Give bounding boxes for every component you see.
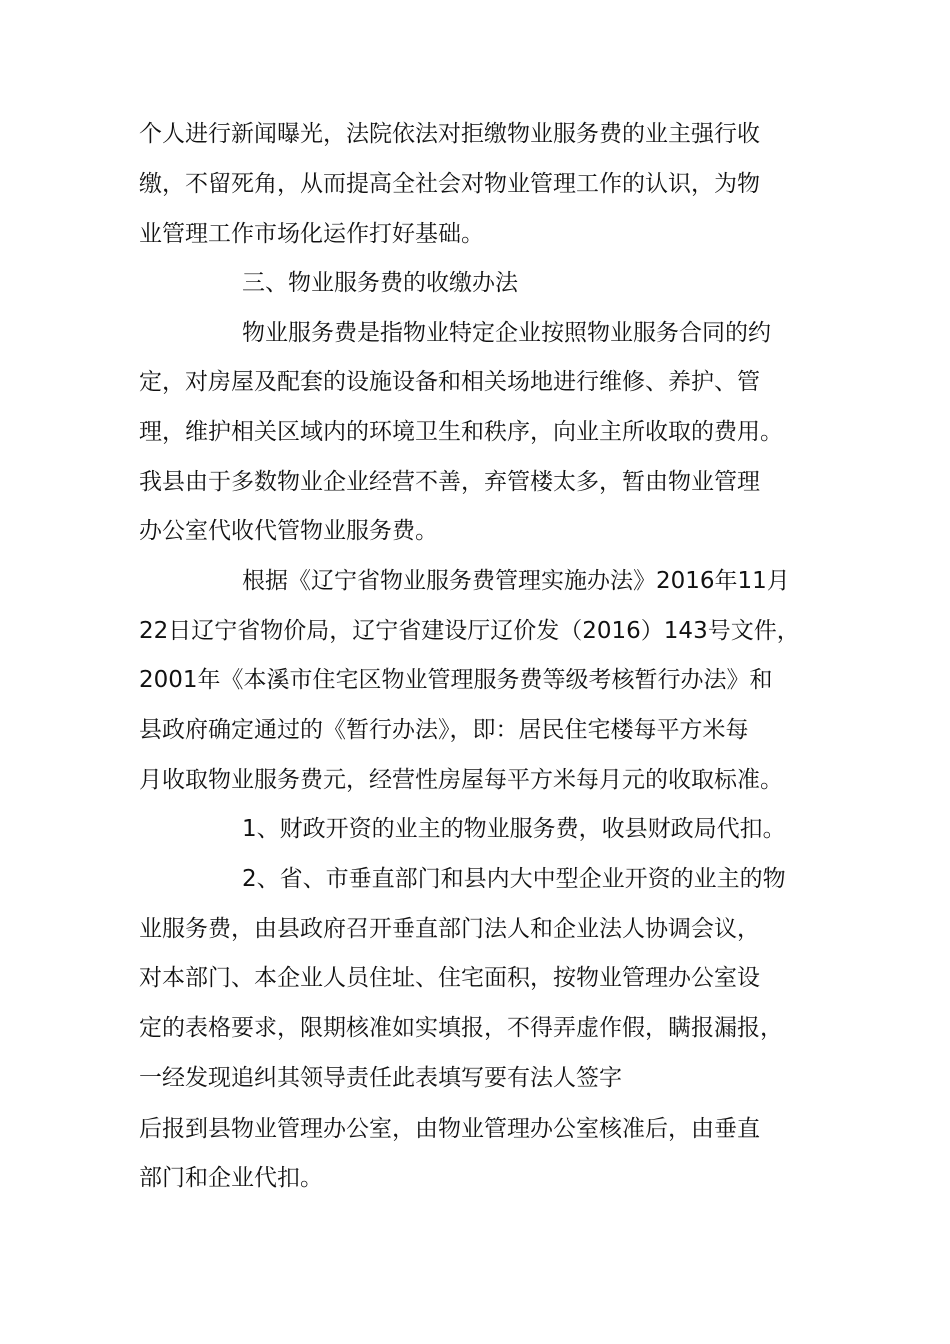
text-line: 理，维护相关区域内的环境卫生和秩序，向业主所收取的费用。 <box>139 419 783 445</box>
text-line: 2、省、市垂直部门和县内大中型企业开资的业主的物 <box>242 866 786 892</box>
text-line: 2001年《本溪市住宅区物业管理服务费等级考核暂行办法》和 <box>139 667 773 693</box>
text-line: 1、财政开资的业主的物业服务费，收县财政局代扣。 <box>242 816 786 842</box>
text-line: 一经发现追纠其领导责任此表填写要有法人签字 <box>139 1065 622 1091</box>
text-line: 物业服务费是指物业特定企业按照物业服务合同的约 <box>242 320 771 346</box>
text-line: 根据《辽宁省物业服务费管理实施办法》2016年11月 <box>242 568 790 594</box>
text-line: 定的表格要求，限期核准如实填报，不得弄虚作假，瞒报漏报， <box>139 1015 783 1041</box>
text-line: 办公室代收代管物业服务费。 <box>139 518 438 544</box>
text-line: 业管理工作市场化运作打好基础。 <box>139 221 484 247</box>
text-line: 缴，不留死角，从而提高全社会对物业管理工作的认识，为物 <box>139 171 760 197</box>
text-line: 月收取物业服务费元，经营性房屋每平方米每月元的收取标准。 <box>139 767 783 793</box>
text-line: 个人进行新闻曝光，法院依法对拒缴物业服务费的业主强行收 <box>139 121 760 147</box>
text-line: 对本部门、本企业人员住址、住宅面积，按物业管理办公室设 <box>139 965 760 991</box>
text-line: 后报到县物业管理办公室，由物业管理办公室核准后，由垂直 <box>139 1116 760 1142</box>
text-line: 我县由于多数物业企业经营不善，弃管楼太多，暂由物业管理 <box>139 469 760 495</box>
section-heading: 三、物业服务费的收缴办法 <box>242 270 518 296</box>
text-line: 22日辽宁省物价局，辽宁省建设厅辽价发（2016）143号文件， <box>139 618 800 644</box>
text-line: 定，对房屋及配套的设施设备和相关场地进行维修、养护、管 <box>139 369 760 395</box>
text-line: 部门和企业代扣。 <box>139 1165 323 1191</box>
text-line: 业服务费，由县政府召开垂直部门法人和企业法人协调会议， <box>139 916 760 942</box>
text-line: 县政府确定通过的《暂行办法》，即：居民住宅楼每平方米每 <box>139 717 749 743</box>
